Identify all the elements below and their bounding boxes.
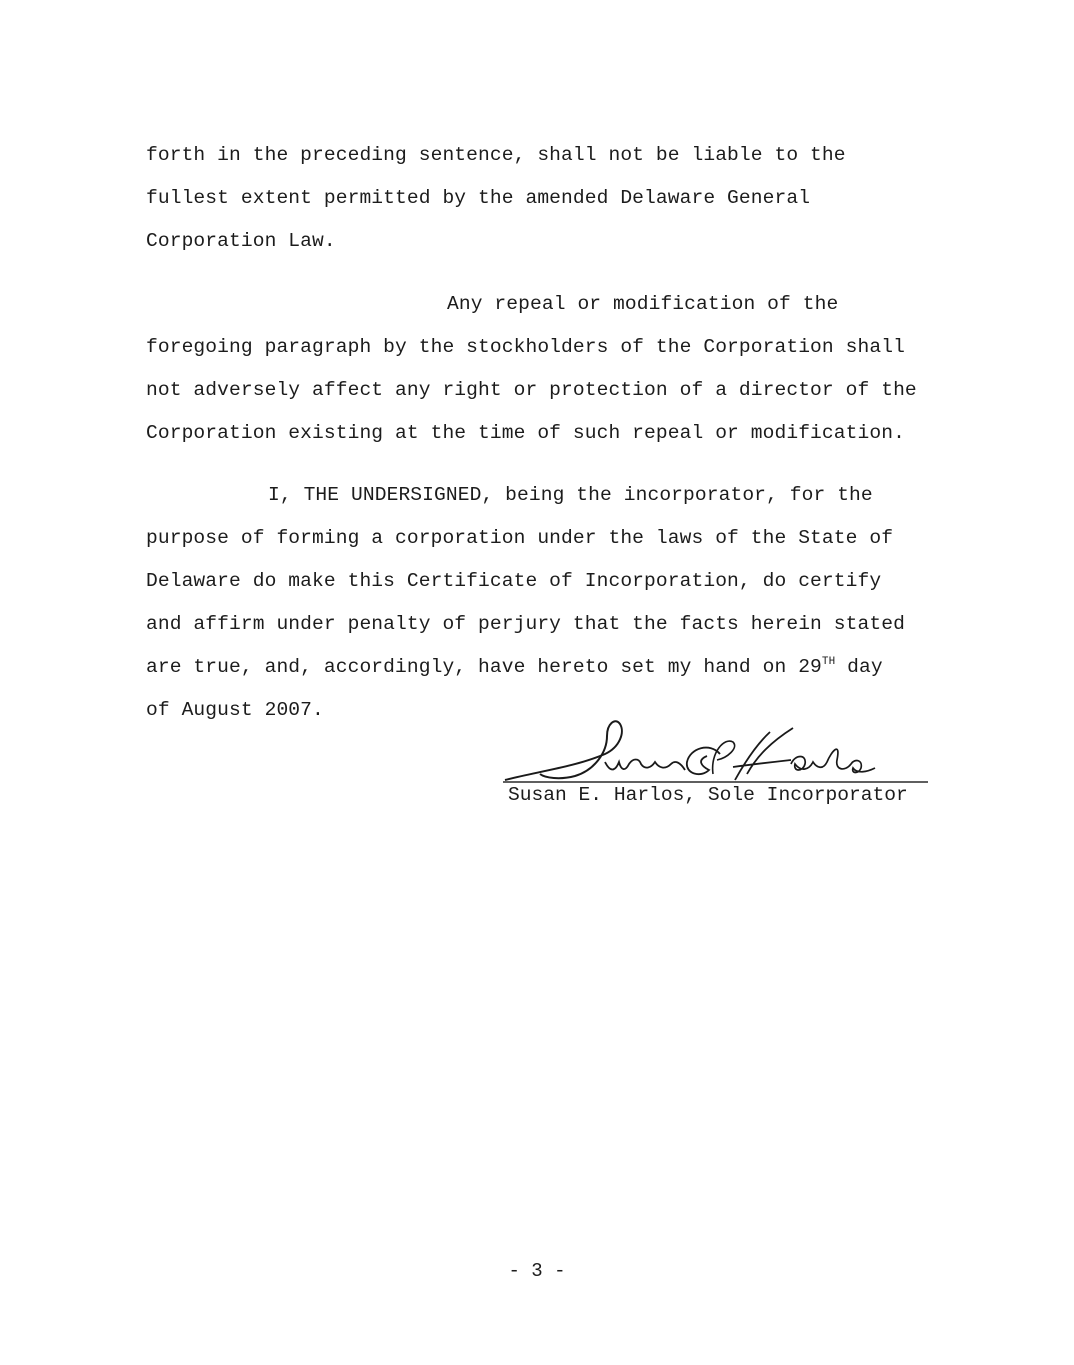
paragraph-3-line-2: purpose of forming a corporation under the laws of the State of bbox=[146, 527, 894, 549]
paragraph-1-line-2: fullest extent permitted by the amended Delaware General bbox=[146, 187, 811, 209]
paragraph-1-line-3: Corporation Law. bbox=[146, 230, 336, 252]
paragraph-2-line-1: Any repeal or modification of the bbox=[447, 293, 839, 315]
signatory-name: Susan E. Harlos, Sole Incorporator bbox=[508, 784, 908, 806]
paragraph-1-line-1: forth in the preceding sentence, shall not be liable to the bbox=[146, 144, 846, 166]
handwritten-signature bbox=[495, 712, 935, 792]
paragraph-3-line-3: Delaware do make this Certificate of Incorporation, do certify bbox=[146, 570, 882, 592]
paragraph-2-line-2: foregoing paragraph by the stockholders of the Corporation shall bbox=[146, 336, 905, 358]
line-5-text: are true, and, accordingly, have hereto set my hand on 29 bbox=[146, 656, 822, 678]
paragraph-3-line-1: I, THE UNDERSIGNED, being the incorporator, for the bbox=[268, 484, 873, 506]
page-number: - 3 - bbox=[508, 1260, 566, 1282]
paragraph-2-line-4: Corporation existing at the time of such repeal or modification. bbox=[146, 422, 905, 444]
paragraph-3-line-6: of August 2007. bbox=[146, 699, 324, 721]
paragraph-3-line-4: and affirm under penalty of perjury that the facts herein stated bbox=[146, 613, 905, 635]
line-5-text-end: day bbox=[835, 656, 883, 678]
paragraph-3-line-5 bbox=[146, 655, 883, 679]
ordinal-superscript: TH bbox=[821, 656, 836, 668]
paragraph-2-line-3: not adversely affect any right or protection of a director of the bbox=[146, 379, 917, 401]
